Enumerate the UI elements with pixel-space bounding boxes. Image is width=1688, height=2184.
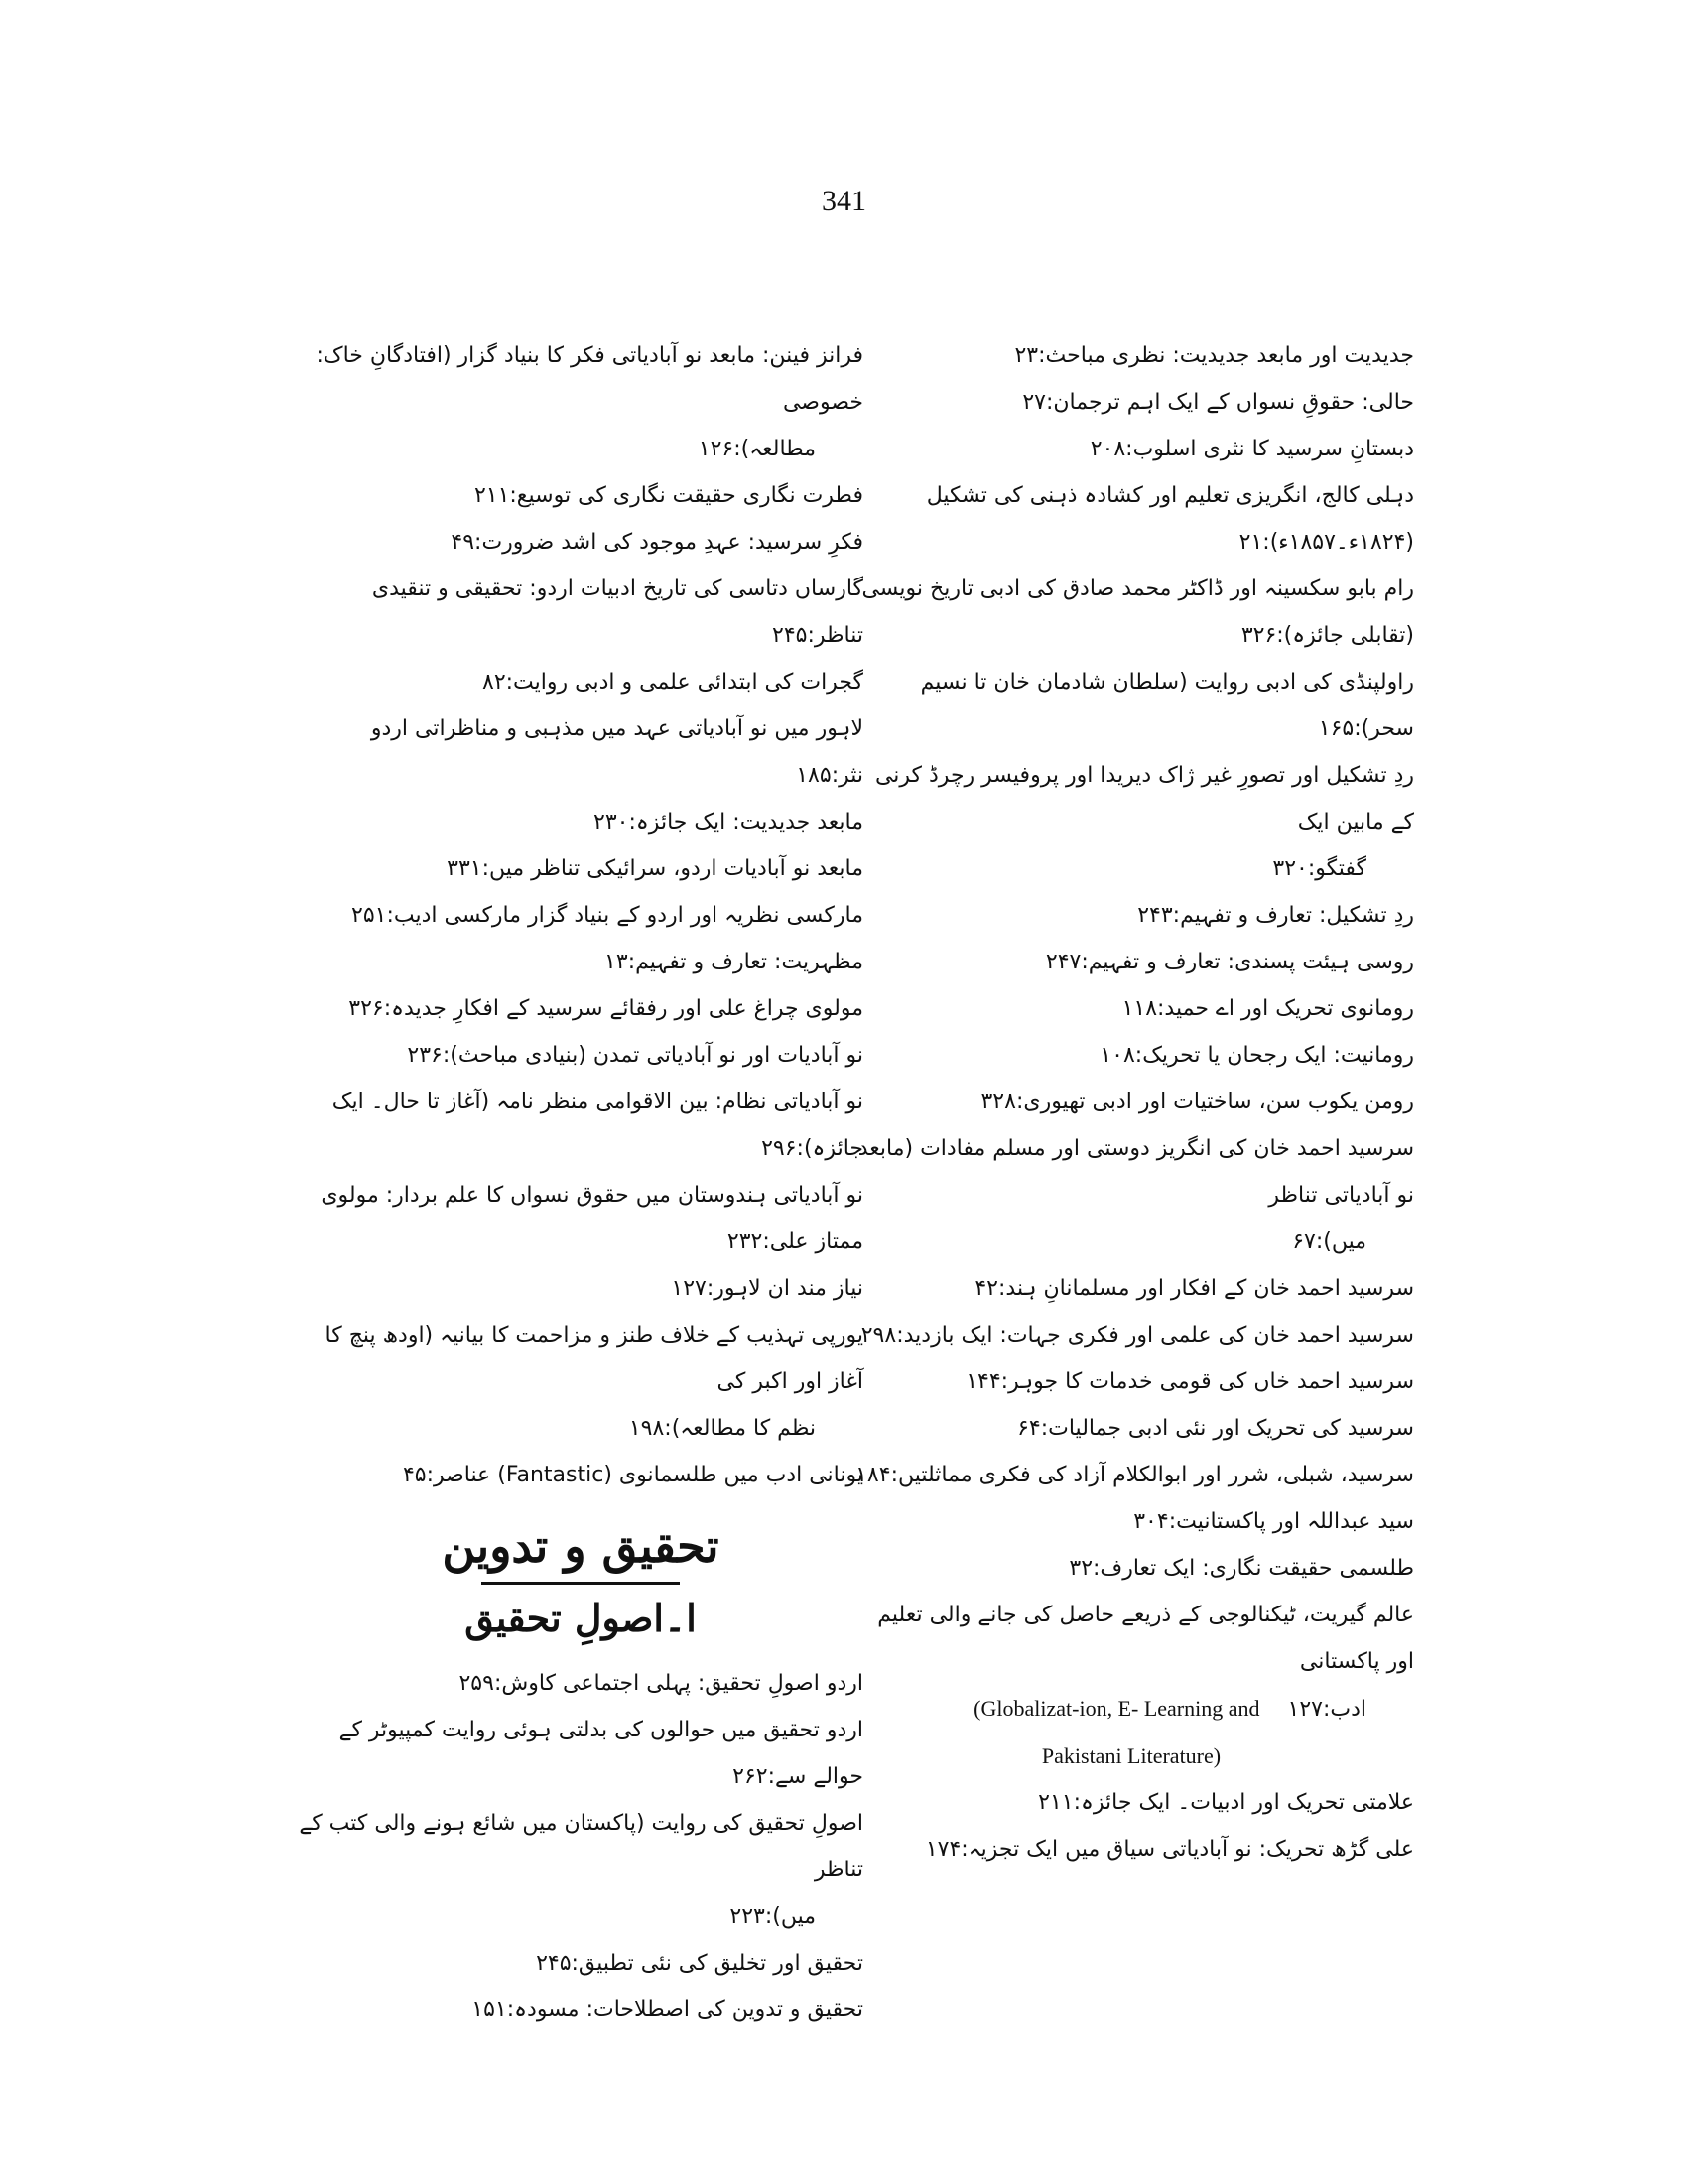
index-entry: علی گڑھ تحریک: نو آبادیاتی سیاق میں ایک تجزیہ:۱۷۴ [925, 1837, 1414, 1862]
index-entry: تحقیق اور تخلیق کی نئی تطبیق:۲۴۵ [536, 1951, 863, 1976]
index-entry: سرسید، شبلی، شرر اور ابوالکلام آزاد کی فکری مماثلتیں:۱۸۴ [855, 1463, 1414, 1487]
index-entry: دبستانِ سرسید کا نثری اسلوب:۲۰۸ [1090, 437, 1414, 461]
heading-underline [481, 1582, 680, 1585]
index-entry: سرسید احمد خاں کی قومی خدمات کا جوہر:۱۴۴ [966, 1369, 1414, 1394]
index-column-right [848, 332, 1414, 1872]
index-entry: سرسید احمد خان کی علمی اور فکری جہات: ایک بازدید:۲۹۸ [860, 1323, 1414, 1348]
section-heading: تحقیق و تدوین [442, 1519, 719, 1573]
index-entry: نو آبادیاتی نظام: بین الاقوامی منظر نامہ (آغاز تا حال۔ ایک جائزہ):۲۹۶ [331, 1090, 863, 1161]
index-entry: فکرِ سرسید: عہدِ موجود کی اشد ضرورت:۴۹ [451, 530, 863, 555]
index-entry: تحقیق و تدوین کی اصطلاحات: مسودہ:۱۵۱ [471, 1997, 863, 2022]
index-entry: رومن یکوب سن، ساختیات اور ادبی تھیوری:۳۲۸ [980, 1090, 1414, 1114]
index-entry: سید عبداللہ اور پاکستانیت:۳۰۴ [1133, 1509, 1414, 1534]
index-entry: سرسید احمد خان کی انگریز دوستی اور مسلم مفادات (مابعد نو آبادیاتی تناظر میں):۶۷ [857, 1136, 1414, 1254]
index-entry: رومانیت: ایک رجحان یا تحریک:۱۰۸ [1100, 1043, 1414, 1068]
english-gloss: Pakistani Literature) [1041, 1743, 1222, 1768]
section-heading-block [298, 1516, 863, 1646]
index-entry: یورپی تہذیب کے خلاف طنز و مزاحمت کا بیانیہ (اودھ پنچ کا آغاز اور اکبر کی نظم کا مطالعہ):۱۹۸ [325, 1323, 863, 1441]
index-entry: ردِ تشکیل اور تصورِ غیر ژاک دیریدا اور پروفیسر رچرڈ کرنی کے مابین ایک گفتگو:۳۲۰ [874, 763, 1414, 881]
index-entry: مولوی چراغ علی اور رفقائے سرسید کے افکارِ جدیدہ:۳۲۶ [348, 996, 863, 1021]
index-entry: لاہور میں نو آبادیاتی عہد میں مذہبی و مناظراتی اردو نثر:۱۸۵ [370, 716, 863, 788]
index-entry: مابعد جدیدیت: ایک جائزہ:۲۳۰ [593, 810, 863, 835]
index-entry: طلسمی حقیقت نگاری: ایک تعارف:۳۲ [1069, 1556, 1414, 1581]
english-gloss: (Globalizat-ion, E- Learning and [974, 1696, 1260, 1721]
index-entry: ردِ تشکیل: تعارف و تفہیم:۲۴۳ [1137, 903, 1414, 928]
index-entry: سرسید کی تحریک اور نئی ادبی جمالیات:۶۴ [1017, 1416, 1414, 1441]
index-entry: فطرت نگاری حقیقت نگاری کی توسیع:۲۱۱ [473, 483, 863, 508]
index-entry: جدیدیت اور مابعد جدیدیت: نظری مباحث:۲۳ [1014, 343, 1414, 368]
index-entry: یونانی ادب میں طلسمانوی (Fantastic) عناصر:۴۵ [402, 1463, 863, 1487]
index-entry: اصولِ تحقیق کی روایت (پاکستان میں شائع ہونے والی کتب کے تناظر میں):۲۲۳ [299, 1811, 863, 1929]
index-entry: علامتی تحریک اور ادبیات۔ ایک جائزہ:۲۱۱ [1038, 1790, 1414, 1815]
index-entry: نو آبادیات اور نو آبادیاتی تمدن (بنیادی مباحث):۲۳۶ [407, 1043, 863, 1068]
index-entry: گارساں دتاسی کی تاریخ ادبیات اردو: تحقیقی و تنقیدی تناظر:۲۴۵ [371, 577, 863, 648]
index-entry: راولپنڈی کی ادبی روایت (سلطان شادمان خان تا نسیم سحر):۱۶۵ [920, 670, 1414, 741]
index-entry: نیاز مند ان لاہور:۱۲۷ [671, 1276, 863, 1301]
index-entry: اردو تحقیق میں حوالوں کی بدلتی ہوئی روایت کمپیوٹر کے حوالے سے:۲۶۲ [338, 1718, 863, 1789]
index-entry: نو آبادیاتی ہندوستان میں حقوق نسواں کا علم بردار: مولوی ممتاز علی:۲۳۲ [321, 1183, 863, 1254]
index-entry: رام بابو سکسینہ اور ڈاکٹر محمد صادق کی ادبی تاریخ نویسی (تقابلی جائزہ):۳۲۶ [861, 577, 1414, 648]
index-entry: مظہریت: تعارف و تفہیم:۱۳ [604, 950, 863, 974]
index-entry: دہلی کالج، انگریزی تعلیم اور کشادہ ذہنی کی تشکیل (۱۸۲۴ء۔۱۸۵۷ء):۲۱ [926, 483, 1414, 555]
index-entry: گجرات کی ابتدائی علمی و ادبی روایت:۸۲ [482, 670, 863, 695]
index-entry: عالم گیریت، ٹیکنالوجی کے ذریعے حاصل کی جانے والی تعلیم اور پاکستانی ادب:۱۲۷ (Globalizat-ion, E- Learning and Pakistani Literature) [848, 1592, 1414, 1779]
index-entry: سرسید احمد خان کے افکار اور مسلمانانِ ہند:۴۲ [974, 1276, 1414, 1301]
page-number: 341 [822, 185, 866, 217]
section-subheading: ا۔اصولِ تحقیق [464, 1596, 697, 1640]
index-entry: فرانز فینن: مابعد نو آبادیاتی فکر کا بنیاد گزار (افتادگانِ خاک: خصوصی مطالعہ):۱۲۶ [316, 343, 863, 461]
index-column-left [298, 332, 863, 2033]
index-entry: مابعد نو آبادیات اردو، سرائیکی تناظر میں:۳۳۱ [447, 856, 863, 881]
index-entry: روسی ہیئت پسندی: تعارف و تفہیم:۲۴۷ [1045, 950, 1414, 974]
index-entry: رومانوی تحریک اور اے حمید:۱۱۸ [1121, 996, 1414, 1021]
index-entry: حالی: حقوقِ نسواں کے ایک اہم ترجمان:۲۷ [1022, 390, 1414, 415]
index-entry: مارکسی نظریہ اور اردو کے بنیاد گزار مارکسی ادیب:۲۵۱ [351, 903, 863, 928]
index-entry: اردو اصولِ تحقیق: پہلی اجتماعی کاوش:۲۵۹ [458, 1671, 863, 1696]
